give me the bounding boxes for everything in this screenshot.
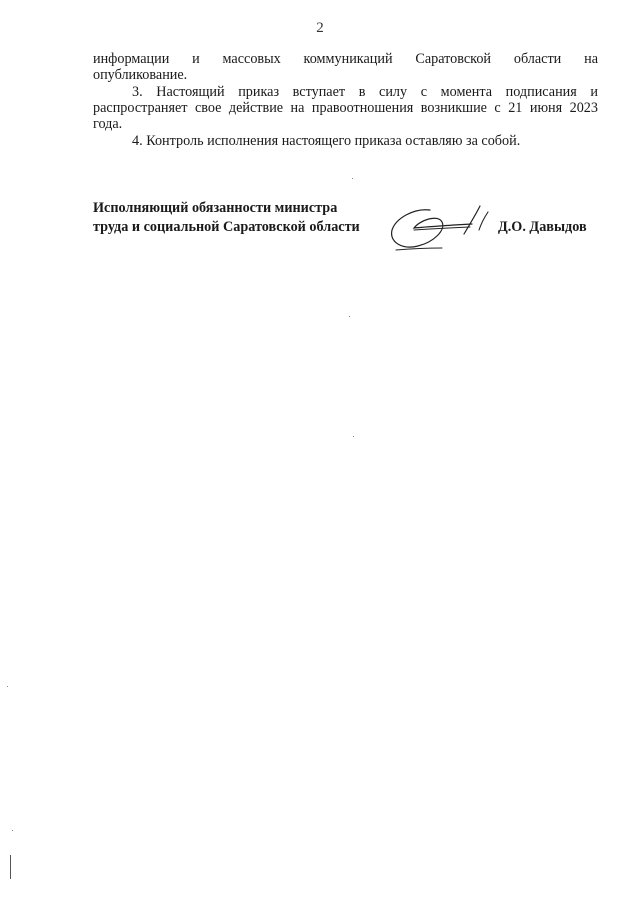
paragraph-3-line-1: 3. Настоящий приказ вступает в силу с момента подписания и [132, 84, 598, 100]
scan-speck [349, 316, 350, 317]
signatory-position-line-1: Исполняющий обязанности министра [93, 200, 338, 216]
paragraph-2-line-1: информации и массовых коммуникаций Саратовской области на [93, 51, 598, 67]
scan-speck [352, 178, 353, 179]
paragraph-3-line-3: года. [93, 116, 123, 132]
paragraph-3-line-2: распространяет свое действие на правоотношения возникшие с 21 июня 2023 [93, 100, 598, 116]
scan-edge-mark [10, 855, 11, 879]
signatory-position [93, 199, 360, 237]
scan-speck [353, 436, 354, 437]
scan-speck [7, 686, 8, 687]
signatory-position-line-2: труда и социальной Саратовской области [93, 219, 360, 235]
paragraph-2-line-2: опубликование. [93, 67, 188, 83]
handwritten-signature [384, 200, 496, 256]
signatory-name: Д.О. Давыдов [498, 219, 587, 235]
paragraph-4: 4. Контроль исполнения настоящего приказа оставляю за собой. [132, 133, 521, 149]
scan-speck [12, 830, 13, 831]
page-number: 2 [316, 20, 324, 36]
